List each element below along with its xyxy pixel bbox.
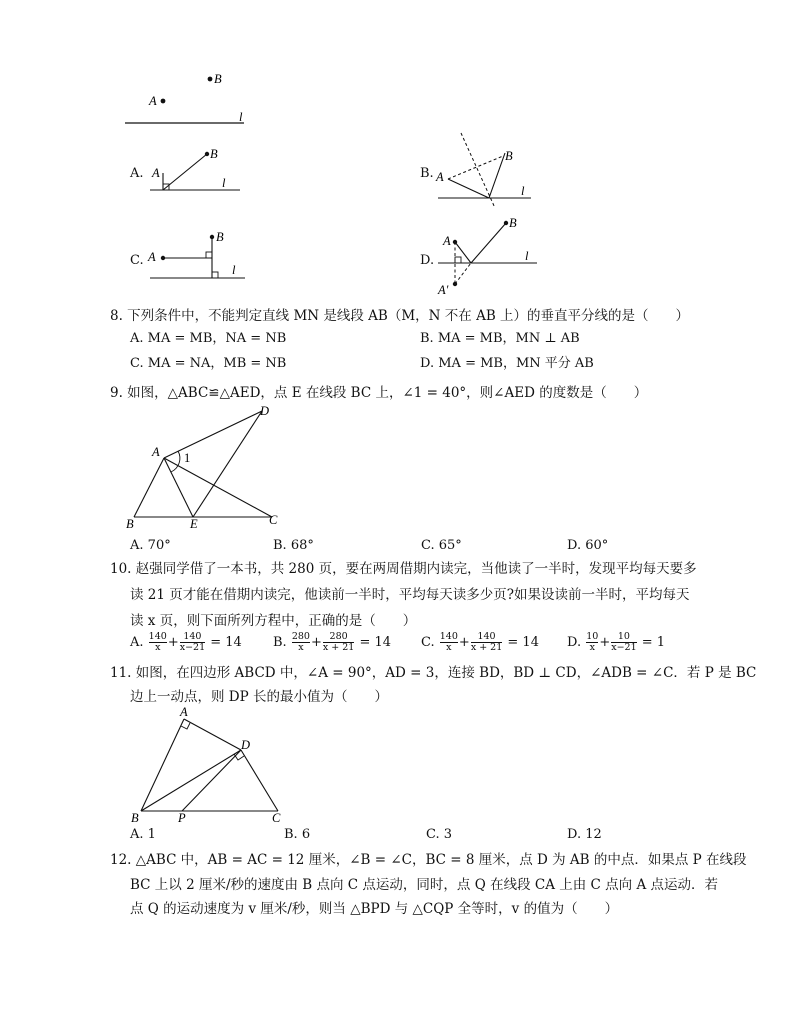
label-e: E [190,517,198,531]
q7-option-c-key: C. [130,253,144,268]
option-text: 3 [443,827,453,842]
option-text: 12 [585,827,602,842]
q9-option-d [567,537,608,555]
label-a: A [148,250,156,264]
label-a: A [443,234,451,248]
numerator: 280 [291,631,310,642]
option-text: 60° [585,538,609,553]
q11-option-b [284,826,310,844]
q9-stem: 9. 如图，△ABC≌△AED，点 E 在线段 BC 上，∠1 = 40°，则∠AED 的度数是（ ） [110,385,648,401]
q7-option-b-figure [433,128,543,208]
q9-option-c [421,537,462,555]
equation-rhs: = 14 [359,635,392,650]
fraction-2 [611,632,636,653]
q10-stem-line1: 10. 赵强同学借了一本书，共 280 页，要在两周借期内读完，当他读了一半时，发现平均每天要多 [110,561,697,577]
q12-stem-line3: 点 Q 的运动速度为 v 厘米/秒，则当 △BPD 与 △CQP 全等时，v 的值为（ ） [130,901,619,917]
segment-ae [164,458,193,517]
fraction-2 [471,632,502,653]
q11-option-d [567,826,602,844]
q11-figure [125,705,295,827]
q8-option-a [130,330,286,348]
equation-rhs: = 14 [210,635,242,650]
q8-option-d [420,355,594,373]
option-key: B. [420,331,434,346]
q7-option-b-key: B. [420,166,434,181]
option-text: 65° [438,538,462,553]
q9-option-b [273,537,314,555]
point-b-dot [208,77,213,82]
segment-ab [134,458,164,517]
option-key: C. [426,827,440,842]
segment-ac [164,458,272,517]
label-a: A [149,94,157,108]
dashed-segment [455,263,471,284]
point-b-dot [205,152,209,156]
plus-sign: + [310,635,322,650]
q11-option-a [130,826,156,844]
option-text: MA = MB，MN ⊥ AB [437,331,580,346]
label-a: A [436,170,444,184]
label-l: l [232,263,236,277]
q9-option-a [130,537,171,555]
q10-stem-line3: 读 x 页，则下面所列方程中，正确的是（ ） [130,613,417,629]
label-d: D [241,738,251,752]
denominator: x + 21 [470,642,503,653]
segment-b [471,223,506,263]
fraction-1 [149,632,167,653]
option-text: 6 [301,827,311,842]
q7-option-d-key: D. [420,253,435,268]
label-b: B [210,147,218,161]
denominator: x [586,642,598,653]
denominator: x [440,642,458,653]
q12-stem-line2: BC 上以 2 厘米/秒的速度由 B 点向 C 点运动，同时，点 Q 在线段 CA 上由 C 点向 A 点运动．若 [130,877,718,893]
segment-ed [193,411,262,517]
label-a: A [152,166,160,180]
denominator: x + 21 [322,642,355,653]
numerator: 10 [586,631,599,642]
label-d: D [260,404,270,418]
q11-stem-line2: 边上一动点，则 DP 长的最小值为（ ） [130,689,388,705]
q8-option-b [420,330,580,348]
q7-option-d-figure [433,212,543,296]
option-key: C. [130,356,144,371]
q7-option-a-key: A. [130,166,144,181]
option-key: B. [284,827,298,842]
option-text: MA = NA，MB = NB [147,356,287,371]
label-b: B [509,216,517,230]
right-angle-mark-a [181,723,190,729]
plus-sign: + [167,635,179,650]
segment-a [455,242,471,263]
denominator: x [292,642,310,653]
label-a: A [152,445,160,459]
q8-stem: 8. 下列条件中，不能判定直线 MN 是线段 AB（M，N 不在 AB 上）的垂直平分线的是（ ） [110,308,690,324]
option-text: 70° [147,538,171,553]
numerator: 140 [183,631,202,642]
option-text: MA = MB，NA = NB [147,331,287,346]
label-c: C [269,513,278,527]
segment-b [489,153,505,198]
option-key: C. [421,538,435,553]
denominator: x [149,642,167,653]
point-b-dot [504,221,508,225]
q10-stem-line2: 读 21 页才能在借期内读完，他读前一半时，平均每天读多少页?如果设读前一半时，平均每天 [130,587,690,603]
option-key: D. [567,538,582,553]
right-angle-mark [455,257,461,263]
label-l: l [521,184,525,198]
segment-a [448,179,489,198]
label-angle-1: 1 [184,451,191,465]
label-a-prime: A′ [438,283,449,297]
q9-figure [120,400,290,530]
option-key: D. [420,356,435,371]
q11-option-c [426,826,452,844]
q7-option-c-figure [145,228,255,284]
fraction-2 [180,632,205,653]
option-key: D. [567,635,582,650]
fraction-1 [440,632,458,653]
numerator: 280 [329,631,348,642]
segment-to-b [163,154,207,190]
q7-option-a-figure [145,145,255,200]
q12-stem-line1: 12. △ABC 中，AB = AC = 12 厘米，∠B = ∠C，BC = 8 厘米，点 D 为 AB 的中点．如果点 P 在线段 [110,852,747,868]
option-key: B. [273,538,287,553]
numerator: 10 [617,631,630,642]
q10-option-c [421,632,539,653]
right-angle-mark-1 [206,252,212,258]
q10-option-b [273,632,391,653]
q10-option-d [567,632,665,653]
equation-rhs: = 14 [507,635,539,650]
q11-stem-line1: 11. 如图，在四边形 ABCD 中，∠A = 90°，AD = 3，连接 BD，BD ⊥ CD，∠ADB = ∠C．若 P 是 BC [110,665,757,681]
q10-option-a [130,632,242,653]
numerator: 140 [477,631,496,642]
option-key: A. [130,827,144,842]
denominator: x−21 [611,642,637,653]
option-key: C. [421,635,435,650]
equation-rhs: = 1 [641,635,666,650]
q8-option-c [130,355,286,373]
label-a: A [180,705,188,719]
label-b: B [126,517,134,531]
dashed-segment [448,156,503,179]
segment-dc [241,750,278,811]
label-l: l [239,110,243,124]
right-angle-mark-2 [212,272,218,278]
option-key: A. [130,635,144,650]
numerator: 140 [439,631,458,642]
label-b: B [131,811,139,825]
point-a-dot [161,99,166,104]
segment-ad [184,719,241,750]
option-key: B. [273,635,287,650]
label-l: l [525,249,529,263]
fraction-2 [323,632,354,653]
label-c: C [272,811,281,825]
label-b: B [216,230,224,244]
q7-main-figure [120,68,260,130]
option-text: MA = MB，MN 平分 AB [438,356,594,371]
label-b: B [505,149,513,163]
numerator: 140 [148,631,167,642]
option-text: 68° [290,538,314,553]
segment-ab [141,719,184,811]
fraction-1 [292,632,310,653]
plus-sign: + [599,635,611,650]
label-b: B [214,72,222,86]
point-a-prime-dot [453,282,457,286]
label-l: l [222,176,226,190]
label-p: P [178,811,186,825]
denominator: x−21 [179,642,206,653]
option-key: D. [567,827,582,842]
fraction-1 [586,632,598,653]
plus-sign: + [458,635,470,650]
option-key: A. [130,538,144,553]
option-key: A. [130,331,144,346]
option-text: 1 [147,827,156,842]
